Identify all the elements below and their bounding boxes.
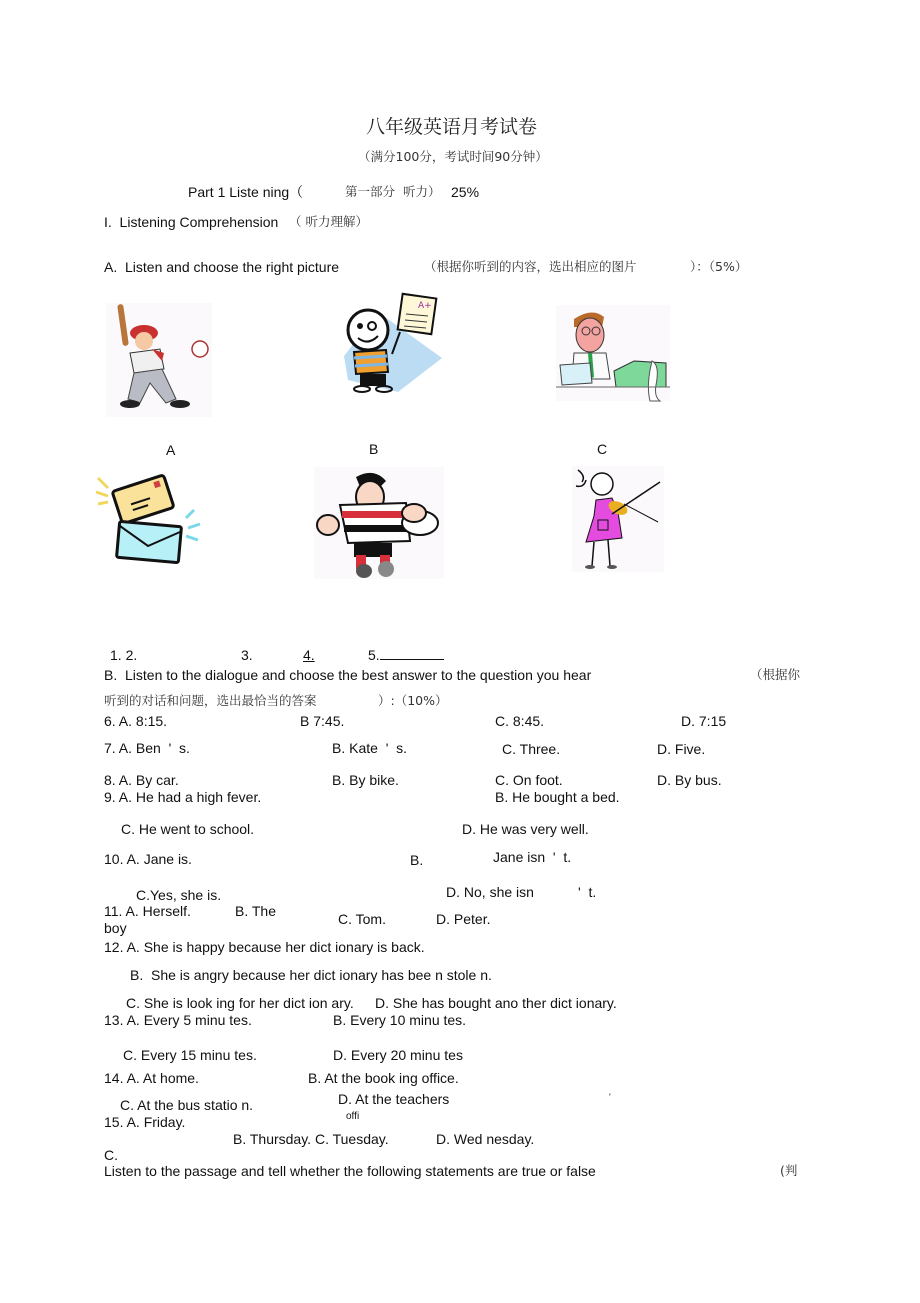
section-b-instruction: B. Listen to the dialogue and choose the best answer to the question you hear xyxy=(104,667,592,683)
q6-option-d[interactable]: D. 7:15 xyxy=(681,713,727,729)
q7-option-b[interactable]: B. Kate ' s. xyxy=(332,740,408,756)
section-c-instruction-cn: (判 xyxy=(780,1163,798,1178)
q12-option-a[interactable]: 12. A. She is happy because her dict ionary is back. xyxy=(104,939,425,955)
baseball-player-icon xyxy=(106,303,212,417)
section-a-instruction-cn: （根据你听到的内容，选出相应的图片 xyxy=(424,259,637,274)
picture-f xyxy=(572,466,664,572)
q15-option-a[interactable]: 15. A. Friday. xyxy=(104,1114,186,1130)
answer-1-2: 1. 2. xyxy=(110,647,138,663)
q8-option-b[interactable]: B. By bike. xyxy=(332,772,399,788)
section-a-points: ）：（5%） xyxy=(690,259,748,274)
q10-option-c[interactable]: C.Yes, she is. xyxy=(136,887,222,903)
q9-option-d[interactable]: D. He was very well. xyxy=(462,821,589,837)
answer-4: 4. xyxy=(303,647,315,663)
answer-5 xyxy=(368,647,444,663)
part-heading-cn: 第一部分 听力） xyxy=(345,184,441,199)
picture-d xyxy=(94,470,212,566)
picture-a xyxy=(106,303,212,417)
q10-option-a[interactable]: 10. A. Jane is. xyxy=(104,851,192,867)
q14-option-a[interactable]: 14. A. At home. xyxy=(104,1070,199,1086)
part-heading-percent: 25% xyxy=(451,184,480,200)
q8-option-d[interactable]: D. By bus. xyxy=(657,772,722,788)
q13-option-a[interactable]: 13. A. Every 5 minu tes. xyxy=(104,1012,252,1028)
q10-option-d[interactable]: D. No, she isn xyxy=(446,884,534,900)
q10-option-b-label[interactable]: B. xyxy=(410,852,424,868)
section-c-instruction: Listen to the passage and tell whether the following statements are true or false xyxy=(104,1163,596,1179)
q15-option-bc[interactable]: B. Thursday. C. Tuesday. xyxy=(233,1131,389,1147)
q11-option-b[interactable]: B. The xyxy=(235,903,276,919)
rugby-player-icon xyxy=(314,467,444,579)
q14-option-d-mark: ' xyxy=(609,1092,611,1102)
q12-option-b[interactable]: B. She is angry because her dict ionary has bee n stole n. xyxy=(130,967,492,983)
q13-option-b[interactable]: B. Every 10 minu tes. xyxy=(333,1012,467,1028)
q9-option-c[interactable]: C. He went to school. xyxy=(121,821,255,837)
q14-option-d[interactable]: D. At the teachers xyxy=(338,1091,450,1107)
q8-option-a[interactable]: 8. A. By car. xyxy=(104,772,179,788)
q14-option-c[interactable]: C. At the bus statio n. xyxy=(120,1097,254,1113)
q11-option-d[interactable]: D. Peter. xyxy=(436,911,491,927)
answer-5-blank[interactable] xyxy=(380,647,444,660)
q7-option-a[interactable]: 7. A. Ben ' s. xyxy=(104,740,190,756)
q11-option-b-cut-text: boy xyxy=(104,920,127,936)
section-b-instruction-cn-start: （根据你 xyxy=(750,667,801,682)
q6-option-a[interactable]: 6. A. 8:15. xyxy=(104,713,168,729)
q12-option-c[interactable]: C. She is look ing for her dict ion ary. xyxy=(126,995,354,1011)
answer-3: 3. xyxy=(241,647,253,663)
svg-text:A+: A+ xyxy=(418,301,432,311)
picture-b xyxy=(338,294,442,394)
section-a-instruction: A. Listen and choose the right picture xyxy=(104,259,340,275)
boy-with-test-paper-icon xyxy=(338,294,442,394)
q14-option-b[interactable]: B. At the book ing office. xyxy=(308,1070,459,1086)
letters-envelope-icon xyxy=(94,470,212,566)
man-at-typewriter-icon xyxy=(556,305,670,401)
section-1-heading: I. Listening Comprehension xyxy=(104,214,279,230)
picture-c-label: C xyxy=(597,441,608,457)
q10-option-b[interactable]: Jane isn ' t. xyxy=(493,849,572,865)
picture-e xyxy=(314,467,444,579)
section-b-instruction-cn: 听到的对话和问题，选出最恰当的答案 xyxy=(104,693,317,708)
q15-option-d[interactable]: D. Wed nesday. xyxy=(436,1131,535,1147)
q12-option-d[interactable]: D. She has bought ano ther dict ionary. xyxy=(375,995,617,1011)
q6-option-b[interactable]: B 7:45. xyxy=(300,713,345,729)
q7-option-c[interactable]: C. Three. xyxy=(502,741,561,757)
page-subtitle: （满分100分，考试时间90分钟） xyxy=(358,149,548,164)
q10-option-d-tail: ' t. xyxy=(578,884,597,900)
q8-option-c[interactable]: C. On foot. xyxy=(495,772,563,788)
section-1-heading-cn: （ 听力理解） xyxy=(289,214,368,229)
section-b-points: ）:（10%） xyxy=(378,693,448,708)
q9-option-a[interactable]: 9. A. He had a high fever. xyxy=(104,789,262,805)
q13-option-c[interactable]: C. Every 15 minu tes. xyxy=(123,1047,257,1063)
page-title: 八年级英语月考试卷 xyxy=(366,116,538,138)
q7-option-d[interactable]: D. Five. xyxy=(657,741,706,757)
q6-option-c[interactable]: C. 8:45. xyxy=(495,713,545,729)
girl-playing-violin-icon xyxy=(572,466,664,572)
answer-5-label: 5. xyxy=(368,647,380,663)
q9-option-b[interactable]: B. He bought a bed. xyxy=(495,789,620,805)
picture-a-label: A xyxy=(166,442,176,458)
q11-option-b-cut xyxy=(104,920,127,936)
q14-option-d-cut: offi xyxy=(346,1111,360,1122)
picture-c xyxy=(556,305,670,401)
q11-option-c[interactable]: C. Tom. xyxy=(338,911,386,927)
part-heading-en: Part 1 Liste ning（ xyxy=(188,184,304,200)
section-c-label: C. xyxy=(104,1147,118,1163)
q11-option-a[interactable]: 11. A. Herself. xyxy=(104,903,191,919)
q13-option-d[interactable]: D. Every 20 minu tes xyxy=(333,1047,463,1063)
picture-b-label: B xyxy=(369,441,379,457)
